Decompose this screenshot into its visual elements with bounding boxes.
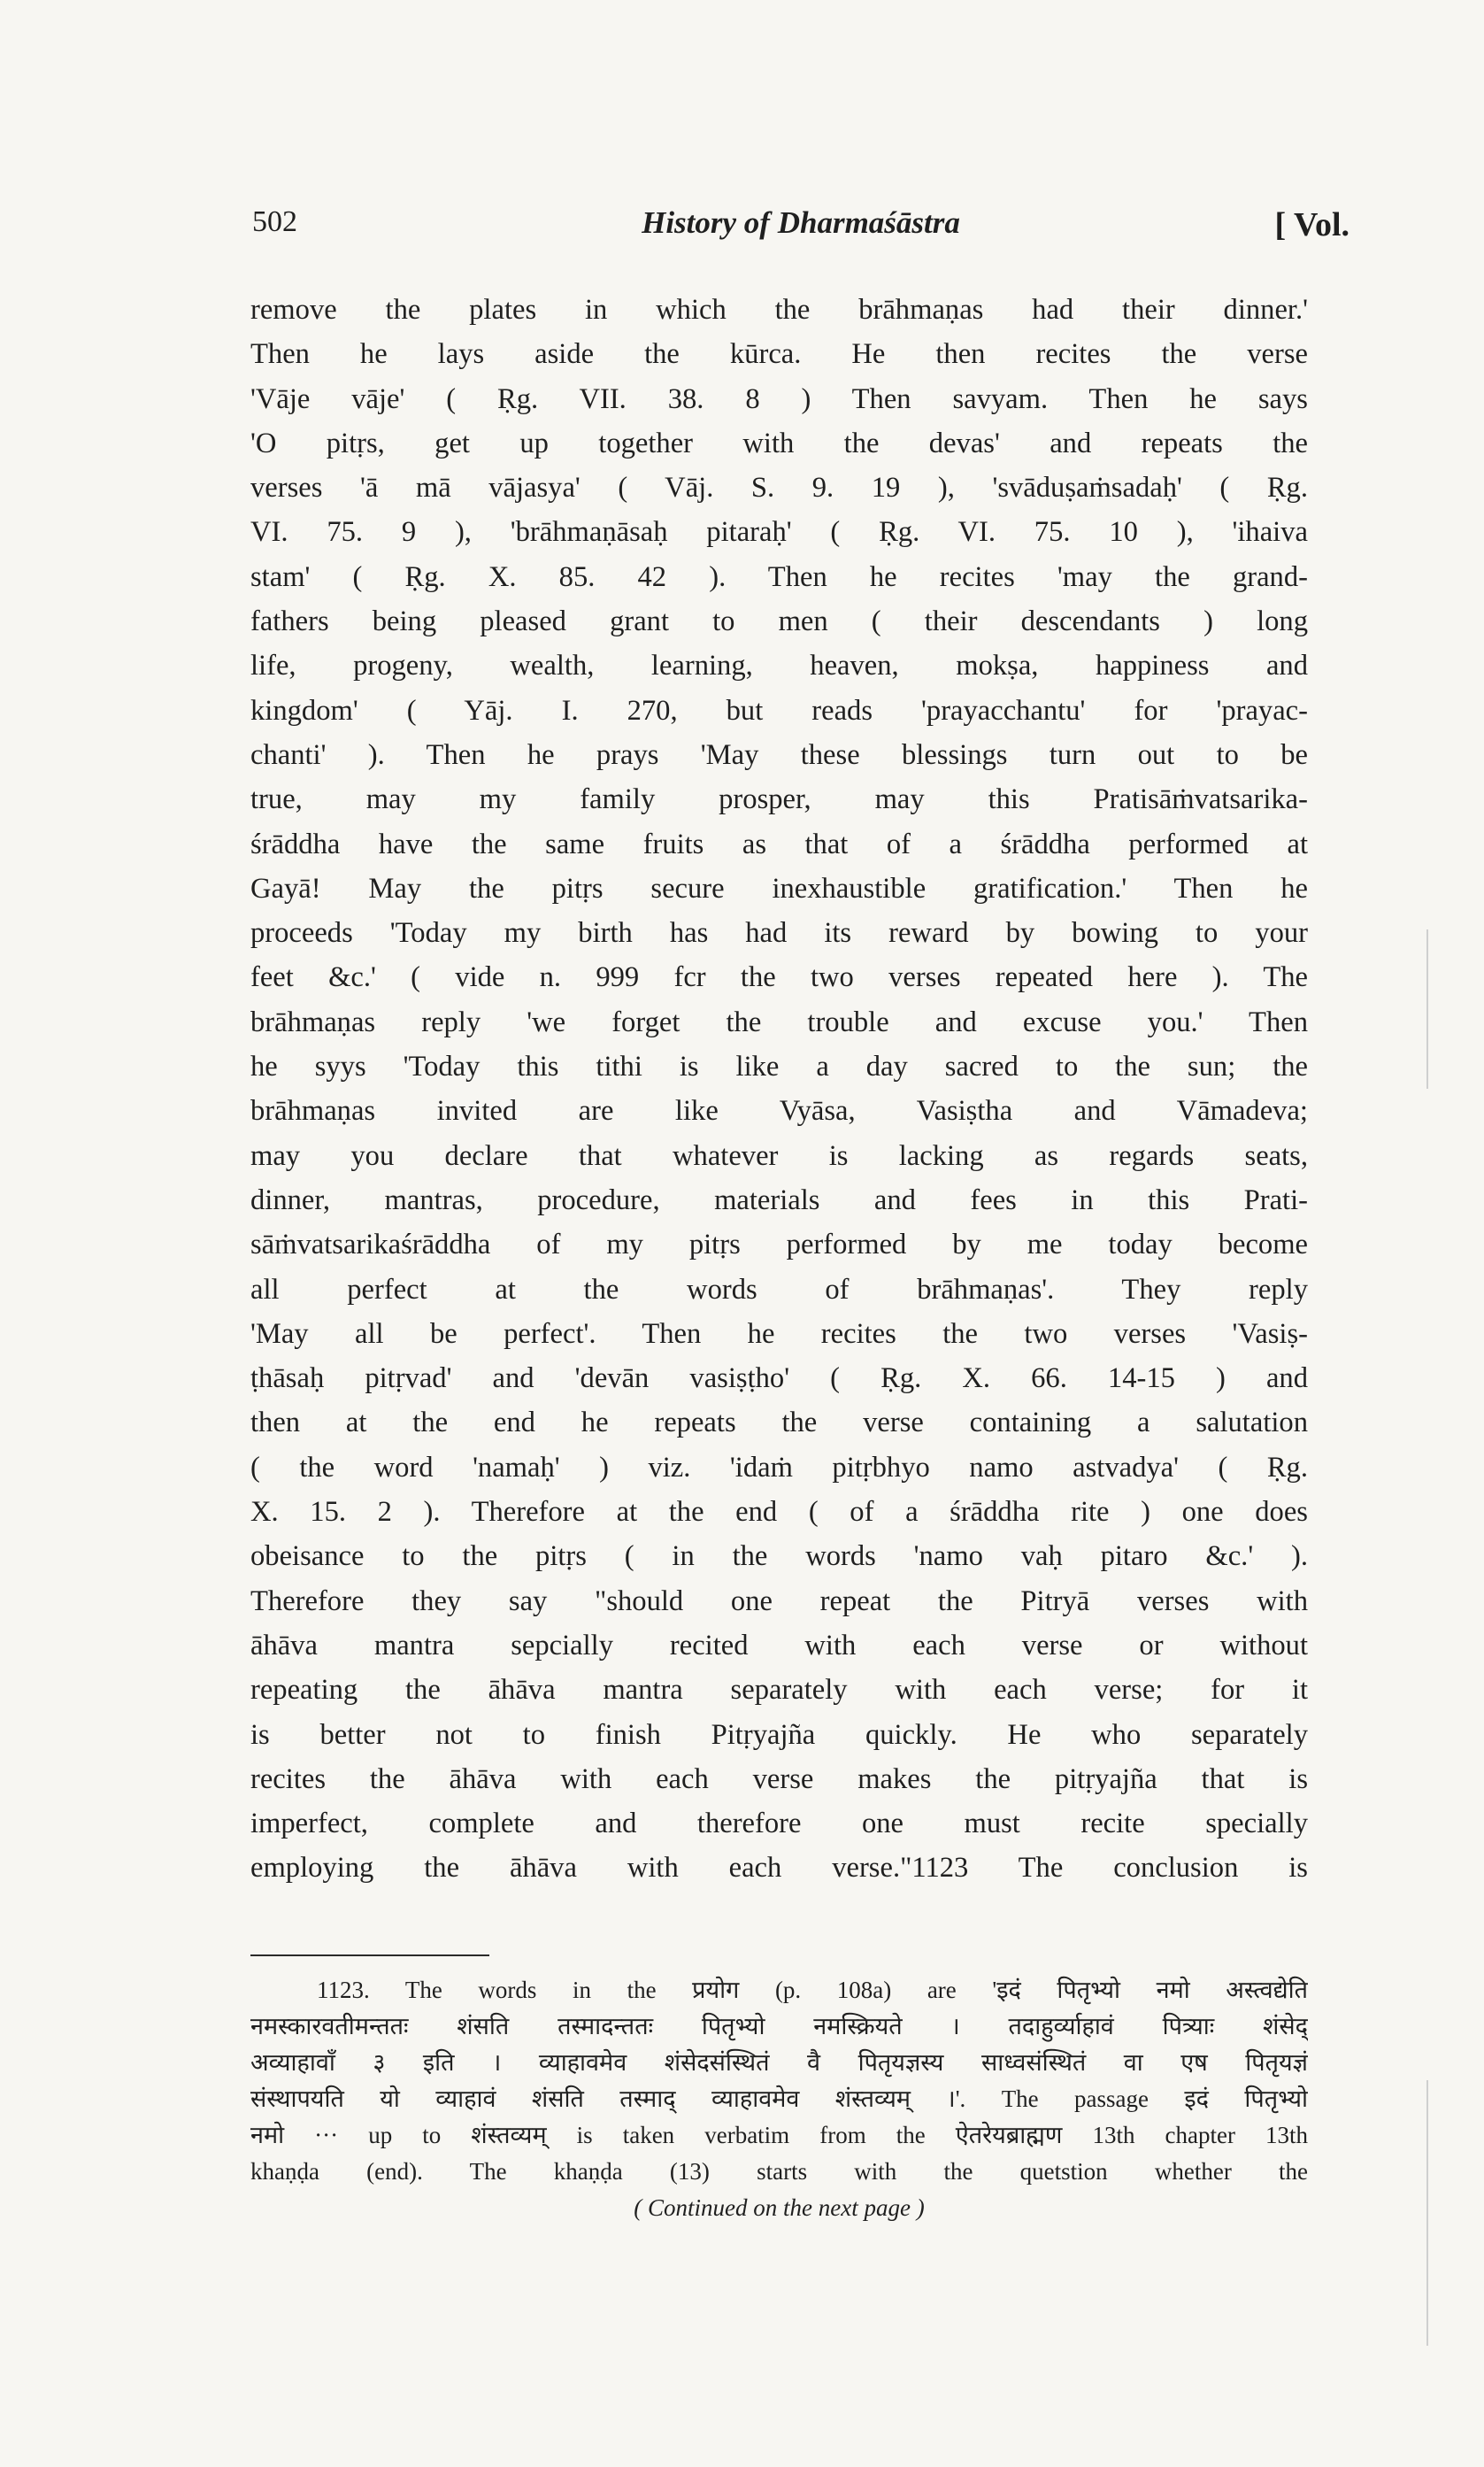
- body-line: 'May all be perfect'. Then he recites the two verses 'Vasiṣ-: [250, 1317, 1308, 1350]
- body-line: life, progeny, wealth, learning, heaven, mokṣa, happiness and: [250, 650, 1308, 682]
- scan-margin-mark: [1426, 2080, 1428, 2346]
- body-line: stam' ( Ṛg. X. 85. 42 ). Then he recites 'may the grand-: [250, 560, 1308, 593]
- body-line: imperfect, complete and therefore one must recite specially: [250, 1808, 1308, 1840]
- body-line: śrāddha have the same fruits as that of a śrāddha performed at: [250, 828, 1308, 860]
- body-line: obeisance to the pitṛs ( in the words 'namo vaḥ pitaro &c.' ).: [250, 1540, 1308, 1573]
- body-line: VI. 75. 9 ), 'brāhmaṇāsaḥ pitaraḥ' ( Ṛg. VI. 75. 10 ), 'ihaiva: [250, 516, 1308, 549]
- continued-note: ( Continued on the next page ): [634, 2194, 925, 2221]
- footnote-line: 1123. The words in the प्रयोग (p. 108a) are 'इदं पितृभ्यो नमो अस्त्वद्येति: [317, 1977, 1308, 2003]
- body-line: he syys 'Today this tithi is like a day sacred to the sun; the: [250, 1051, 1308, 1083]
- body-line: ( the word 'namaḥ' ) viz. 'idaṁ pitṛbhyo namo astvadya' ( Ṛg.: [250, 1451, 1308, 1484]
- footnote-line: khaṇḍa (end). The khaṇḍa (13) starts with the quetstion whether the: [250, 2158, 1308, 2185]
- body-line: Therefore they say "should one repeat the Pitryā verses with: [250, 1584, 1308, 1617]
- footnote-line: अव्याहावाँ ३ इति । व्याहावमेव शंसेदसंस्थितं वै पितृयज्ञस्य साध्वसंस्थितं वा एष पितृयज्ञं: [250, 2049, 1308, 2076]
- body-line: X. 15. 2 ). Therefore at the end ( of a śrāddha rite ) one does: [250, 1496, 1308, 1529]
- body-line: all perfect at the words of brāhmaṇas'. They reply: [250, 1273, 1308, 1306]
- footnote-line: नमस्कारवतीमन्ततः शंसति तस्मादन्ततः पितृभ्यो नमस्क्रियते । तदाहुर्व्याहावं पित्र्याः शंसेद्: [250, 2013, 1308, 2039]
- scan-margin-mark: [1426, 929, 1428, 1089]
- body-line: brāhmaṇas reply 'we forget the trouble and excuse you.' Then: [250, 1006, 1308, 1038]
- body-line: sāṁvatsarikaśrāddha of my pitṛs performed by me today become: [250, 1229, 1308, 1261]
- volume-marker: [ Vol.: [1274, 206, 1349, 243]
- body-line: fathers being pleased grant to men ( their descendants ) long: [250, 605, 1308, 638]
- body-line: then at the end he repeats the verse containing a salutation: [250, 1407, 1308, 1439]
- body-line: proceeds 'Today my birth has had its reward by bowing to your: [250, 917, 1308, 950]
- body-line: chanti' ). Then he prays 'May these blessings turn out to be: [250, 738, 1308, 771]
- body-line: dinner, mantras, procedure, materials and fees in this Prati-: [250, 1183, 1308, 1216]
- body-line: kingdom' ( Yāj. I. 270, but reads 'prayacchantu' for 'prayac-: [250, 694, 1308, 727]
- body-line: recites the āhāva with each verse makes the pitṛyajña that is: [250, 1762, 1308, 1795]
- body-line: may you declare that whatever is lacking as regards seats,: [250, 1139, 1308, 1172]
- running-title: History of Dharmaśāstra: [642, 205, 960, 240]
- footnote-line: संस्थापयति यो व्याहावं शंसति तस्माद् व्याहावमेव शंस्तव्यम् ।'. The passage इदं पितृभ्यो: [250, 2085, 1308, 2112]
- body-line: true, may my family prosper, may this Pratisāṁvatsarika-: [250, 783, 1308, 816]
- body-line: ṭhāsaḥ pitṛvad' and 'devān vasiṣṭho' ( Ṛg. X. 66. 14-15 ) and: [250, 1362, 1308, 1395]
- body-line: Then he lays aside the kūrca. He then recites the verse: [250, 338, 1308, 371]
- body-line: brāhmaṇas invited are like Vyāsa, Vasiṣtha and Vāmadeva;: [250, 1095, 1308, 1128]
- body-line: Gayā! May the pitṛs secure inexhaustible gratification.' Then he: [250, 872, 1308, 905]
- page-number: 502: [252, 205, 297, 238]
- footnote: [250, 1972, 1308, 2226]
- footnote-line: नमो ··· up to शंस्तव्यम् is taken verbatim from the ऐतरेयब्राह्मण 13th chapter 13th: [250, 2122, 1308, 2148]
- body-line: verses 'ā mā vājasya' ( Vāj. S. 9. 19 ), 'svāduṣaṁsadaḥ' ( Ṛg.: [250, 472, 1308, 505]
- body-text: [250, 288, 1308, 1891]
- body-line: is better not to finish Pitṛyajña quickly. He who separately: [250, 1718, 1308, 1751]
- body-line: 'O pitṛs, get up together with the devas' and repeats the: [250, 427, 1308, 459]
- body-line: feet &c.' ( vide n. 999 fcr the two verses repeated here ). The: [250, 961, 1308, 994]
- body-line: employing the āhāva with each verse."1123 The conclusion is: [250, 1852, 1308, 1885]
- body-line: 'Vāje vāje' ( Ṛg. VII. 38. 8 ) Then savyam. Then he says: [250, 382, 1308, 415]
- body-line: āhāva mantra sepcially recited with each verse or without: [250, 1629, 1308, 1661]
- footnote-separator: [250, 1954, 489, 1956]
- body-line: repeating the āhāva mantra separately with each verse; for it: [250, 1674, 1308, 1707]
- body-line: remove the plates in which the brāhmaṇas had their dinner.': [250, 294, 1308, 326]
- running-header: [252, 197, 1349, 250]
